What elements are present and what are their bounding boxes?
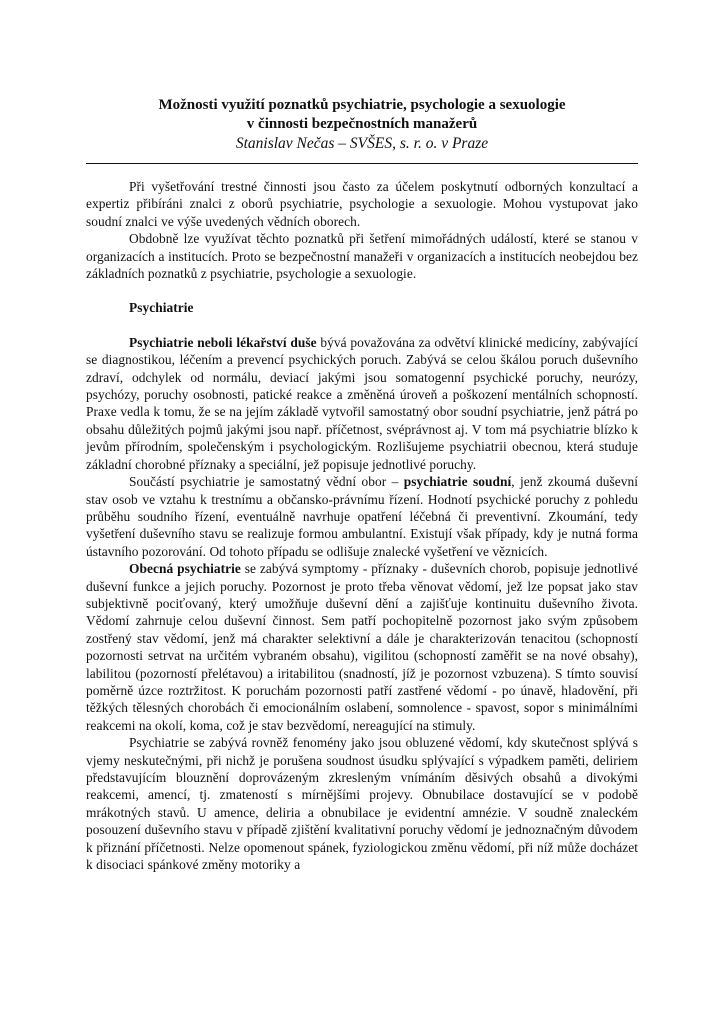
- psychiatry-paragraph-1: [86, 334, 638, 473]
- title-divider: [86, 163, 638, 164]
- psychiatry-paragraph-2: [86, 473, 638, 560]
- intro-paragraph-2: Obdobně lze využívat těchto poznatků při šetření mimořádných událostí, které se stanou v organizacích a institucích. Proto se bezpečnostní manažeři v organizacích a institucích neobejdou bez základních poznatků z psychiatrie, psychologie a sexuologie.: [86, 231, 638, 282]
- term-obecna-psychiatrie: Obecná psychiatrie: [129, 561, 241, 577]
- document-page: [86, 96, 638, 873]
- paragraph-text: , jenž zkoumá duševní stav osob ve vztahu k trestnímu a občansko-právnímu řízení. Hodnotí psychické poruchy z pohledu průběhu soudního řízení, eventuálně navrhuje opatření léčebná či preventivní. Zkoumání, tedy vyšetření duševního stavu se realizuje formou ambulantní. Existují však případy, kdy je nutná forma ústavního pozorování. Od tohoto případu se odlišuje znalecké vyšetření ve věznicích.: [86, 474, 638, 559]
- psychiatry-paragraph-4: Psychiatrie se zabývá rovněž fenomény jako jsou obluzené vědomí, kdy skutečnost splývá s vjemy neskutečnými, při nichž je porušena soudnost úsudku splývající s výpadkem paměti, deliriem představujícím blouznění doprovázeným zkresleným vnímáním děsivých obsahů a divokými reakcemi, amencí, tj. zmateností s mírnějšími projevy. Obnubilace dostavující se v podobě mrákotných stavů. U amence, deliria a obnubilace je evidentní amnézie. V soudně znaleckém posouzení duševního stavu v případě zjištění kvalitativní poruchy vědomí je jednoznačným důvodem k přiznání příčetnosti. Nelze opomenout spánek, fyziologickou změnu vědomí, při níž může docházet k disociaci spánkové změny motoriky a: [86, 735, 638, 873]
- term-psychiatrie-soudni: psychiatrie soudní: [403, 474, 512, 490]
- document-body: [86, 178, 638, 873]
- title-line-2: v činnosti bezpečnostních manažerů: [246, 116, 478, 132]
- paragraph-text: se zabývá symptomy - příznaky - duševních chorob, popisuje jednotlivé duševní funkce a jejich poruchy. Pozornost je proto třeba věnovat vědomí, jež lze popsat jako stav subjektivně pociťovaný, který umožňuje duševní dění a zajišťuje kontinuitu duševního života. Vědomí zahrnuje celou duševní činnost. Sem patří pochopitelně pozornost jako svým způsobem zostřený stav vědomí, jenž má charakter selektivní a dále je charakterizován tenacitou (schopností pozornosti setrvat na určitém vybraném obsahu), vigilitou (schopností zaměřit se na nové obsahy), labilitou (pozorností přelétavou) a iritabilitou (snadností, jíž je pozornost vzbuzena). S tímto souvisí poměrně úzce roztržitost. K poruchám pozornosti patří zastřené vědomí - po únavě, hladovění, při těžkých tělesných chorobách či emocionálním oslabení, somnolence - spavost, sopor s minimálními reakcemi na okolí, koma, což je stav bezvědomí, nereagující na stimuly.: [86, 561, 638, 733]
- paragraph-text: Součástí psychiatrie je samostatný vědní obor –: [129, 474, 404, 490]
- document-title: [86, 96, 638, 134]
- intro-paragraph-1: Při vyšetřování trestné činnosti jsou často za účelem poskytnutí odborných konzultací a expertiz přibíráni znalci z oborů psychiatrie, psychologie a sexuologie. Mohou vystupovat jako soudní znalci ve výše uvedených vědních oborech.: [86, 179, 638, 229]
- section-heading-psychiatrie: Psychiatrie: [129, 300, 194, 316]
- term-psychiatrie-neboli: Psychiatrie neboli lékařství duše: [129, 334, 317, 350]
- psychiatry-paragraph-3: [86, 560, 638, 734]
- title-line-1: Možnosti využití poznatků psychiatrie, psychologie a sexuologie: [158, 97, 566, 113]
- paragraph-text: bývá považována za odvětví klinické medicíny, zabývající se diagnostikou, léčením a prevencí psychických poruch. Zabývá se celou škálou poruch duševního zdraví, odchylek od normálu, deviací jakými jsou somatogenní psychické poruchy, neurózy, psychózy, poruchy osobnosti, patické reakce a změněná úroveň a poškození mentálních schopností. Praxe vedla k tomu, že se na jejím základě vytvořil samostatný obor soudní psychiatrie, jenž pátrá po obsahu důležitých pojmů jakými jsou např. příčetnost, svéprávnost aj. V tom má psychiatrie blízko k jevům přírodním, společenským i psychologickým. Rozlišujeme psychiatrii obecnou, která studuje základní chorobné příznaky a speciální, jež popisuje jednotlivé poruchy.: [86, 334, 638, 472]
- author-byline: Stanislav Nečas – SVŠES, s. r. o. v Praze: [235, 135, 489, 152]
